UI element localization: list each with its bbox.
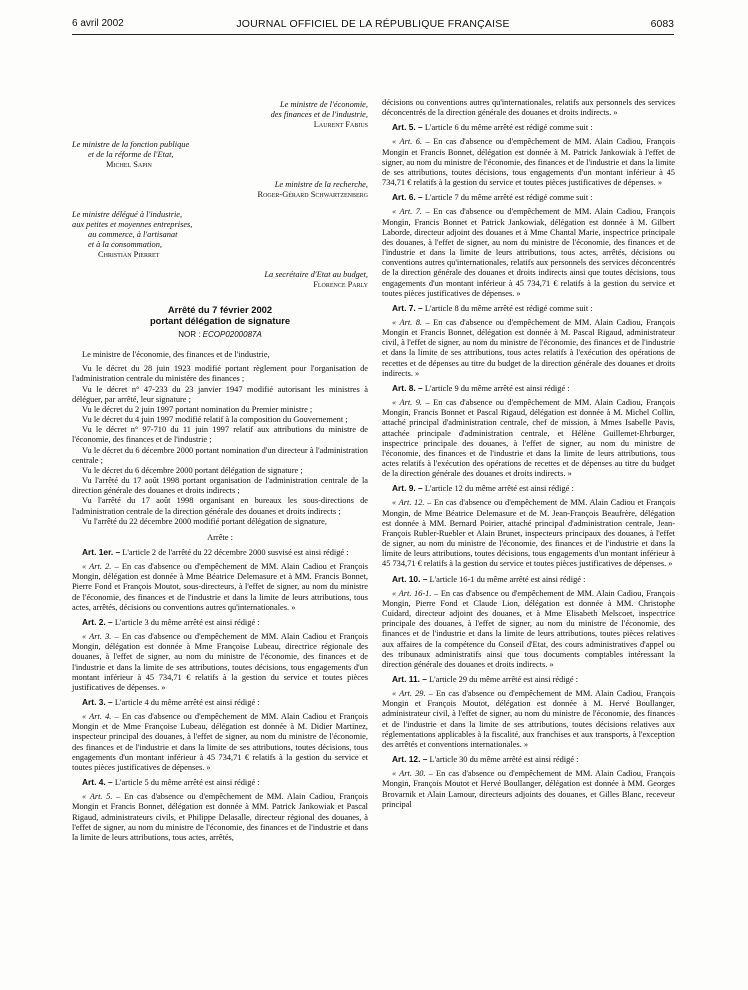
- quoted-article-label: « Art. 6. –: [392, 137, 430, 147]
- article-label: Art. 12. –: [392, 754, 428, 765]
- visa-paragraph: Vu le décret du 6 décembre 2000 portant délégation de signature ;: [82, 465, 303, 475]
- article-quote: [382, 689, 675, 750]
- article-label: Art. 8. –: [392, 382, 423, 393]
- article-quote: [382, 589, 675, 670]
- signatory-name: Florence Parly: [313, 280, 368, 289]
- article-heading: [382, 574, 675, 585]
- article-text: L'article 9 du même arrêté est ainsi rédigé :: [424, 383, 570, 393]
- journal-title: JOURNAL OFFICIEL DE LA RÉPUBLIQUE FRANÇAISE: [236, 18, 510, 30]
- quoted-article-text: En cas d'absence ou d'empêchement de MM. Alain Cadiou, François Mongin, François Moutot et Hervé Boullanger, délégation est donnée à MM. Georges Brovarnik et Alain Lamour, directeurs adjoints des douanes, et Gilles Blanc, receveur principal: [382, 769, 676, 809]
- quoted-article-label: « Art. 3. –: [82, 632, 119, 642]
- article-label: Art. 10. –: [392, 573, 428, 584]
- page-header: [72, 18, 674, 35]
- quoted-article-text: En cas d'absence ou d'empêchement de MM. Alain Cadiou, François Mongin et Francis Bonnet, délégation est donnée à M. Pascal Rigaud, administrateur civil, à l'effet de signer, au nom du ministre de l'économie, des finances et de l'industrie et dans la limite de ses attributions, tous actes relatifs à l'exécution des opérations de recettes et de dépenses au titre du budget de la direction générale des douanes et droits indirects. »: [382, 317, 676, 378]
- quoted-article-label: « Art. 5. –: [82, 792, 121, 802]
- article-quote: [382, 398, 675, 479]
- quoted-article-text: En cas d'absence ou d'empêchement de MM. Alain Cadiou et François Mongin, de Mme Béatrice Delemasure et de M. Jean-François Beaufrère, délégation est donnée à MM. Bernard Poirier, attaché principal d'administration centrale, Jean-François Rubler-Ruebler et Alain Brunet, inspecteurs principaux des douanes, à l'effet de signer, au nom du ministre de l'économie, des finances et de l'industrie et dans la limite de leurs attributions, toutes décisions, tous engagements d'un montant inférieur à 45 734,71 € relatifs à la gestion du service et toutes pièces justificatives de dépenses. »: [382, 498, 676, 569]
- signatory-name: Christian Pierret: [98, 250, 160, 259]
- arrete-title: Arrêté du 7 février 2002 portant délégation de signature: [149, 304, 291, 326]
- article-label: Art. 1er. –: [82, 546, 121, 557]
- quoted-article-label: « Art. 4. –: [82, 712, 119, 722]
- article-heading: [382, 754, 675, 765]
- article-heading: [382, 483, 675, 494]
- article-label: Art. 4. –: [82, 777, 113, 788]
- quoted-article-text: En cas d'absence ou d'empêchement de MM. Alain Cadiou, François Mongin et Francis Bonnet, délégation est donnée à M. Patrick Jankowiak à l'effet de signer, au nom du ministre de l'économie, des finances et de l'industrie et dans la limite de ses attributions, toutes décisions, tous engagements d'un montant inférieur à 45 734,71 € relatifs à la gestion du service et toutes pièces justificatives de dépenses. »: [382, 137, 676, 188]
- article-text: L'article 16-1 du même arrêté est ainsi rédigé :: [429, 574, 586, 584]
- nor-reference: NOR : ECOP0200087A: [178, 330, 262, 339]
- quoted-article-text: En cas d'absence ou d'empêchement de MM. Alain Cadiou, François Mongin, Pierre Fond et Claude Lion, délégation est donnée à MM. Christophe Cuidard, directeur adjoint des douanes, et à Mme Elisabeth Melscoet, inspectrice principale des douanes, à l'effet de signer, au nom du ministre de l'économie, des finances et de l'industrie et dans la limite de leurs attributions, toutes pièces relatives aux affaires de la compétence du Conseil d'Etat, des cours administratives d'appel ou des tribunaux administratifs ainsi que tous documents comptables intéressant la direction générale des douanes et droits indirects. »: [382, 588, 676, 669]
- quoted-article-label: « Art. 29. –: [392, 689, 433, 699]
- quoted-article-label: « Art. 30. –: [392, 769, 433, 779]
- article-heading: [72, 697, 368, 708]
- left-articles: [72, 547, 368, 843]
- article-quote: [382, 498, 675, 569]
- visa-paragraph: Vu le décret du 4 juin 1997 modifié relatif à la composition du Gouvernement ;: [82, 415, 348, 425]
- article-quote: [72, 792, 368, 843]
- article-heading: [382, 122, 675, 133]
- article-text: L'article 30 du même arrêté est ainsi rédigé :: [429, 755, 579, 765]
- signature-block: Le ministre délégué à l'industrie, aux petites et moyennes entreprises, au commerce, à l'artisanat et à la consommation, Christian Pierret: [72, 210, 368, 260]
- quoted-article-text: En cas d'absence ou d'empêchement de MM. Alain Cadiou et François Mongin, délégation est donnée à Mme Françoise Lubeau, directrice régionale des douanes, à l'effet de signer, au nom du ministre de l'économie, des finances et de l'industrie et dans la limite de ses attributions, toutes décisions, tous engagements d'un montant inférieur à 45 734,71 € relatifs à la gestion du service et toutes pièces justificatives de dépenses. »: [72, 632, 368, 692]
- article-text: L'article 3 du même arrêté est ainsi rédigé :: [114, 617, 260, 627]
- signatory-name: Laurent Fabius: [313, 120, 368, 129]
- quoted-article-label: « Art. 8. –: [392, 317, 430, 327]
- article-quote: [382, 318, 675, 379]
- left-column: [72, 100, 368, 847]
- visa-paragraph: Vu le décret du 28 juin 1923 modifié portant règlement pour l'organisation de l'administration centrale du ministère des finances ;: [72, 364, 368, 384]
- visa-paragraph: Vu l'arrêté du 17 août 1998 organisant en bureaux les sous-directions de l'administration centrale de la direction générale des douanes et droits indirects ;: [72, 496, 368, 516]
- signature-block: Le ministre de la recherche, Roger-Gérard Schwartzenberg: [72, 180, 368, 200]
- visa-paragraph: Vu le décret n° 97-710 du 11 juin 1997 relatif aux attributions du ministre de l'économie, des finances et de l'industrie ;: [72, 425, 368, 445]
- quoted-article-label: « Art. 12. –: [392, 498, 432, 508]
- article-label: Art. 5. –: [392, 122, 423, 133]
- continuation-text: décisions ou conventions autres qu'internationales, relatifs aux personnels des services déconcentrés de la direction générale des douanes et droits indirects. »: [382, 98, 675, 118]
- quoted-article-label: « Art. 16-1. –: [392, 588, 439, 598]
- article-heading: [382, 192, 675, 203]
- signature-block: La secrétaire d'Etat au budget, Florence Parly: [72, 270, 368, 290]
- article-heading: [382, 303, 675, 314]
- signatory-name: Roger-Gérard Schwartzenberg: [257, 190, 368, 199]
- right-column: [382, 98, 675, 814]
- quoted-article-label: « Art. 7. –: [392, 207, 430, 217]
- article-text: L'article 7 du même arrêté est rédigé comme suit :: [424, 193, 593, 203]
- quoted-article-text: En cas d'absence ou d'empêchement de MM. Alain Cadiou, François Mongin et François Moutot, délégation est donnée à M. Hervé Boullanger, administrateur civil, à l'effet de signer, au nom du ministre de l'économie, des finances et de l'industrie et dans la limite de ses attributions, toutes décisions relatives aux réglementations applicables à la fiscalité, aux franchises et aux transports, à l'exception des arrêtés et conventions internationales. »: [382, 689, 676, 749]
- article-text: L'article 6 du même arrêté est rédigé comme suit :: [424, 123, 593, 133]
- quoted-article-label: « Art. 2. –: [82, 562, 119, 572]
- signature-block: Le ministre de la fonction publique et de la réforme de l'Etat, Michel Sapin: [72, 140, 368, 170]
- article-label: Art. 3. –: [82, 697, 113, 707]
- article-heading: [382, 674, 675, 685]
- page-number: 6083: [650, 18, 674, 30]
- article-label: Art. 2. –: [82, 616, 113, 627]
- article-heading: [382, 383, 675, 394]
- quoted-article-label: « Art. 9. –: [392, 398, 430, 408]
- article-quote: [382, 207, 675, 298]
- arrete-label: Arrête :: [207, 532, 233, 542]
- article-text: L'article 4 du même arrêté est ainsi rédigé :: [114, 698, 260, 707]
- quoted-article-text: En cas d'absence ou d'empêchement de MM. Alain Cadiou, François Mongin, Francis Bonnet et Patrick Jankowiak, délégation est donnée à M. Gilbert Laborde, directeur adjoint des douanes et à Mme Chantal Marie, inspectrice principale des douanes, à l'effet de signer, au nom du ministre de l'économie, des finances et de l'industrie et dans la limite de leurs attributions, tous actes, arrêtés, décisions ou conventions autres qu'internationales, relatifs aux personnels des services déconcentrés de la direction générale des douanes et droits indirects ainsi que toutes décisions, tous engagements d'un montant inférieur à 45 734,71 € relatifs à la gestion du service et toutes pièces justificatives de dépenses. »: [382, 207, 676, 298]
- article-quote: [72, 712, 368, 773]
- header-date: 6 avril 2002: [72, 18, 124, 29]
- article-text: L'article 29 du même arrêté est ainsi rédigé :: [429, 674, 578, 684]
- quoted-article-text: En cas d'absence ou d'empêchement de MM. Alain Cadiou et François Mongin, délégation est donnée à Mme Béatrice Delemasure et à MM. Francis Bonnet, Pierre Fond et François Moutot, sous-directeurs, à l'effet de signer, au nom du ministre de l'économie, des finances et de l'industrie et dans la limite de leurs attributions, tous actes, arrêtés, décisions ou conventions autres qu'internationales. »: [72, 562, 368, 612]
- article-quote: [382, 769, 675, 810]
- article-text: L'article 8 du même arrêté est rédigé comme suit :: [424, 303, 593, 313]
- article-label: Art. 6. –: [392, 192, 423, 203]
- signature-block: Le ministre de l'économie, des finances et de l'industrie, Laurent Fabius: [72, 100, 368, 130]
- article-quote: [382, 137, 675, 188]
- visa-paragraph: Vu le décret n° 47-233 du 23 janvier 1947 modifié autorisant les ministres à déléguer, par arrêté, leur signature ;: [72, 384, 368, 404]
- signatory-name: Michel Sapin: [106, 160, 152, 169]
- visa-paragraph: Vu le décret du 2 juin 1997 portant nomination du Premier ministre ;: [82, 404, 313, 414]
- article-text: L'article 2 de l'arrêté du 22 décembre 2000 susvisé est ainsi rédigé :: [122, 547, 349, 557]
- article-heading: [72, 617, 368, 628]
- article-text: L'article 12 du même arrêté est ainsi rédigé :: [424, 484, 574, 494]
- quoted-article-text: En cas d'absence ou d'empêchement de MM. Alain Cadiou et François Mongin et de Mme Françoise Lubeau, délégation est donnée à M. Didier Martinez, inspecteur principal des douanes, à l'effet de signer, au nom du ministre de l'économie, des finances et de l'industrie et dans la limite de ses attributions, toutes décisions, tous engagements d'un montant inférieur à 45 734,71 € relatifs à la gestion du service et toutes pièces justificatives de dépenses. »: [72, 712, 368, 772]
- article-text: L'article 5 du même arrêté est ainsi rédigé :: [114, 778, 260, 788]
- visas: [72, 350, 368, 527]
- article-label: Art. 11. –: [392, 673, 427, 684]
- article-label: Art. 9. –: [392, 483, 423, 494]
- visa-paragraph: Vu le décret du 6 décembre 2000 portant nomination d'un directeur à l'administration centrale ;: [72, 445, 368, 465]
- article-heading: [72, 547, 368, 558]
- visa-paragraph: Le ministre de l'économie, des finances et de l'industrie,: [82, 350, 270, 360]
- article-heading: [72, 777, 368, 788]
- article-quote: [72, 562, 368, 613]
- right-articles: [382, 122, 675, 810]
- article-quote: [72, 632, 368, 693]
- quoted-article-text: En cas d'absence ou d'empêchement de MM. Alain Cadiou, François Mongin et Francis Bonnet, délégation est donnée à MM. Patrick Jankowiak et Pascal Rigaud, administrateurs civils, et Philippe Delasalle, directeur régional des douanes, à l'effet de signer, au nom du ministre de l'économie, des finances et de l'industrie et dans la limite de leurs attributions, tous actes, arrêtés,: [72, 792, 369, 842]
- article-label: Art. 7. –: [392, 302, 423, 313]
- visa-paragraph: Vu l'arrêté du 17 août 1998 portant organisation de l'administration centrale de la direction générale des douanes et droits indirects ;: [72, 476, 368, 496]
- quoted-article-text: En cas d'absence ou d'empêchement de MM. Alain Cadiou, François Mongin, Francis Bonnet et Pascal Rigaud, délégation est donnée à M. Michel Collin, attaché principal d'administration centrale, chef de mission, à Mmes Isabelle Pavis, attachée principale d'administration centrale, et Hélène Guillemet-Ehrburger, inspectrice principale des douanes, à l'effet de signer, au nom du ministre de l'économie, des finances et de l'industrie et dans la limite de leurs attributions, tous actes relatifs à l'exécution des opérations de recettes et de dépenses au titre du budget de la direction générale des douanes et droits indirects. »: [382, 398, 676, 479]
- visa-paragraph: Vu l'arrêté du 22 décembre 2000 modifié portant délégation de signature,: [82, 516, 327, 526]
